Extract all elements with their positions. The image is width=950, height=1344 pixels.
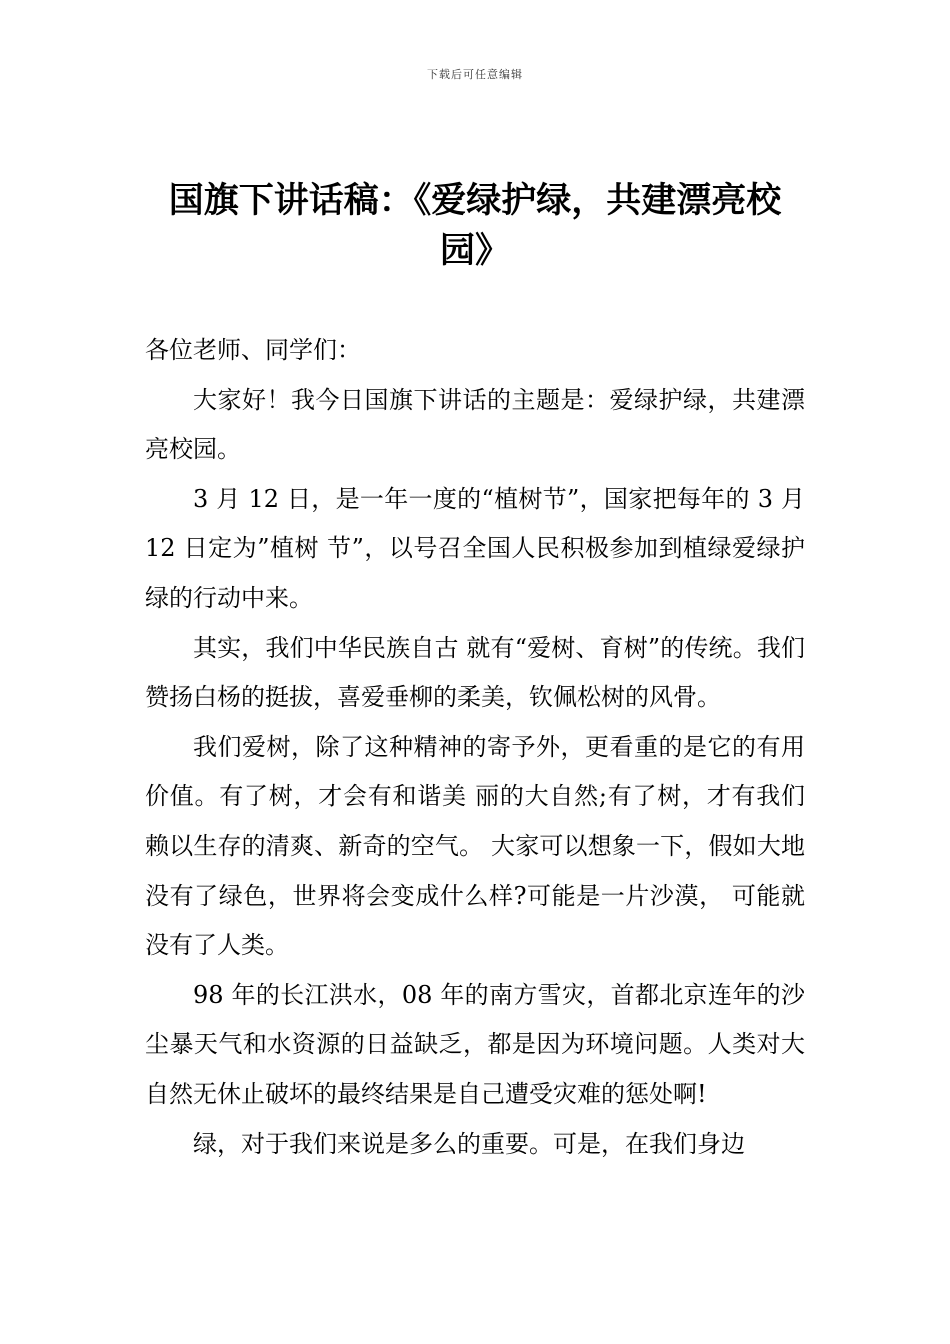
paragraph-green-importance: 绿，对于我们来说是多么的重要。可是，在我们身边 — [193, 1129, 745, 1158]
paragraph-arbor-day: 3 月 12 日，是一年一度的“植树节”，国家把每年的 3 月 12 日定为”植树 节”，以号召全国人民积极参加到植绿爱绿护绿的行动中来。 — [145, 484, 813, 612]
paragraph-value-of-trees: 我们爱树，除了这种精神的寄予外，更看重的是它的有用价值。有了树，才会有和谐美 丽的大自然;有了树，才有我们赖以生存的清爽、新奇的空气。 大家可以想象一下，假如大地没有了绿色，世界将会变成什么样?可能是一片沙漠， 可能就没有了人类。 — [145, 732, 805, 960]
salutation: 各位老师、同学们： — [145, 336, 361, 364]
paragraph-greeting: 大家好！我今日国旗下讲话的主题是：爱绿护绿，共建漂亮校园。 — [145, 385, 805, 464]
document-title — [145, 176, 805, 276]
paragraph-disasters: 98 年的长江洪水，08 年的南方雪灾，首都北京连年的沙尘暴天气和水资源的日益缺乏，都是因为环境问题。人类对大自然无休止破坏的最终结果是自己遭受灾难的惩处啊! — [145, 980, 805, 1108]
paragraph-tradition: 其实，我们中华民族自古 就有“爱树、育树”的传统。我们赞扬白杨的挺拔，喜爱垂柳的柔美，钦佩松树的风骨。 — [145, 633, 805, 712]
document-body — [145, 326, 813, 1169]
title-line-1: 国旗下讲话稿：《爱绿护绿，共建漂亮校 — [168, 181, 782, 221]
title-line-2: 园》 — [439, 231, 510, 271]
header-note: 下载后可任意编辑 — [427, 68, 523, 81]
